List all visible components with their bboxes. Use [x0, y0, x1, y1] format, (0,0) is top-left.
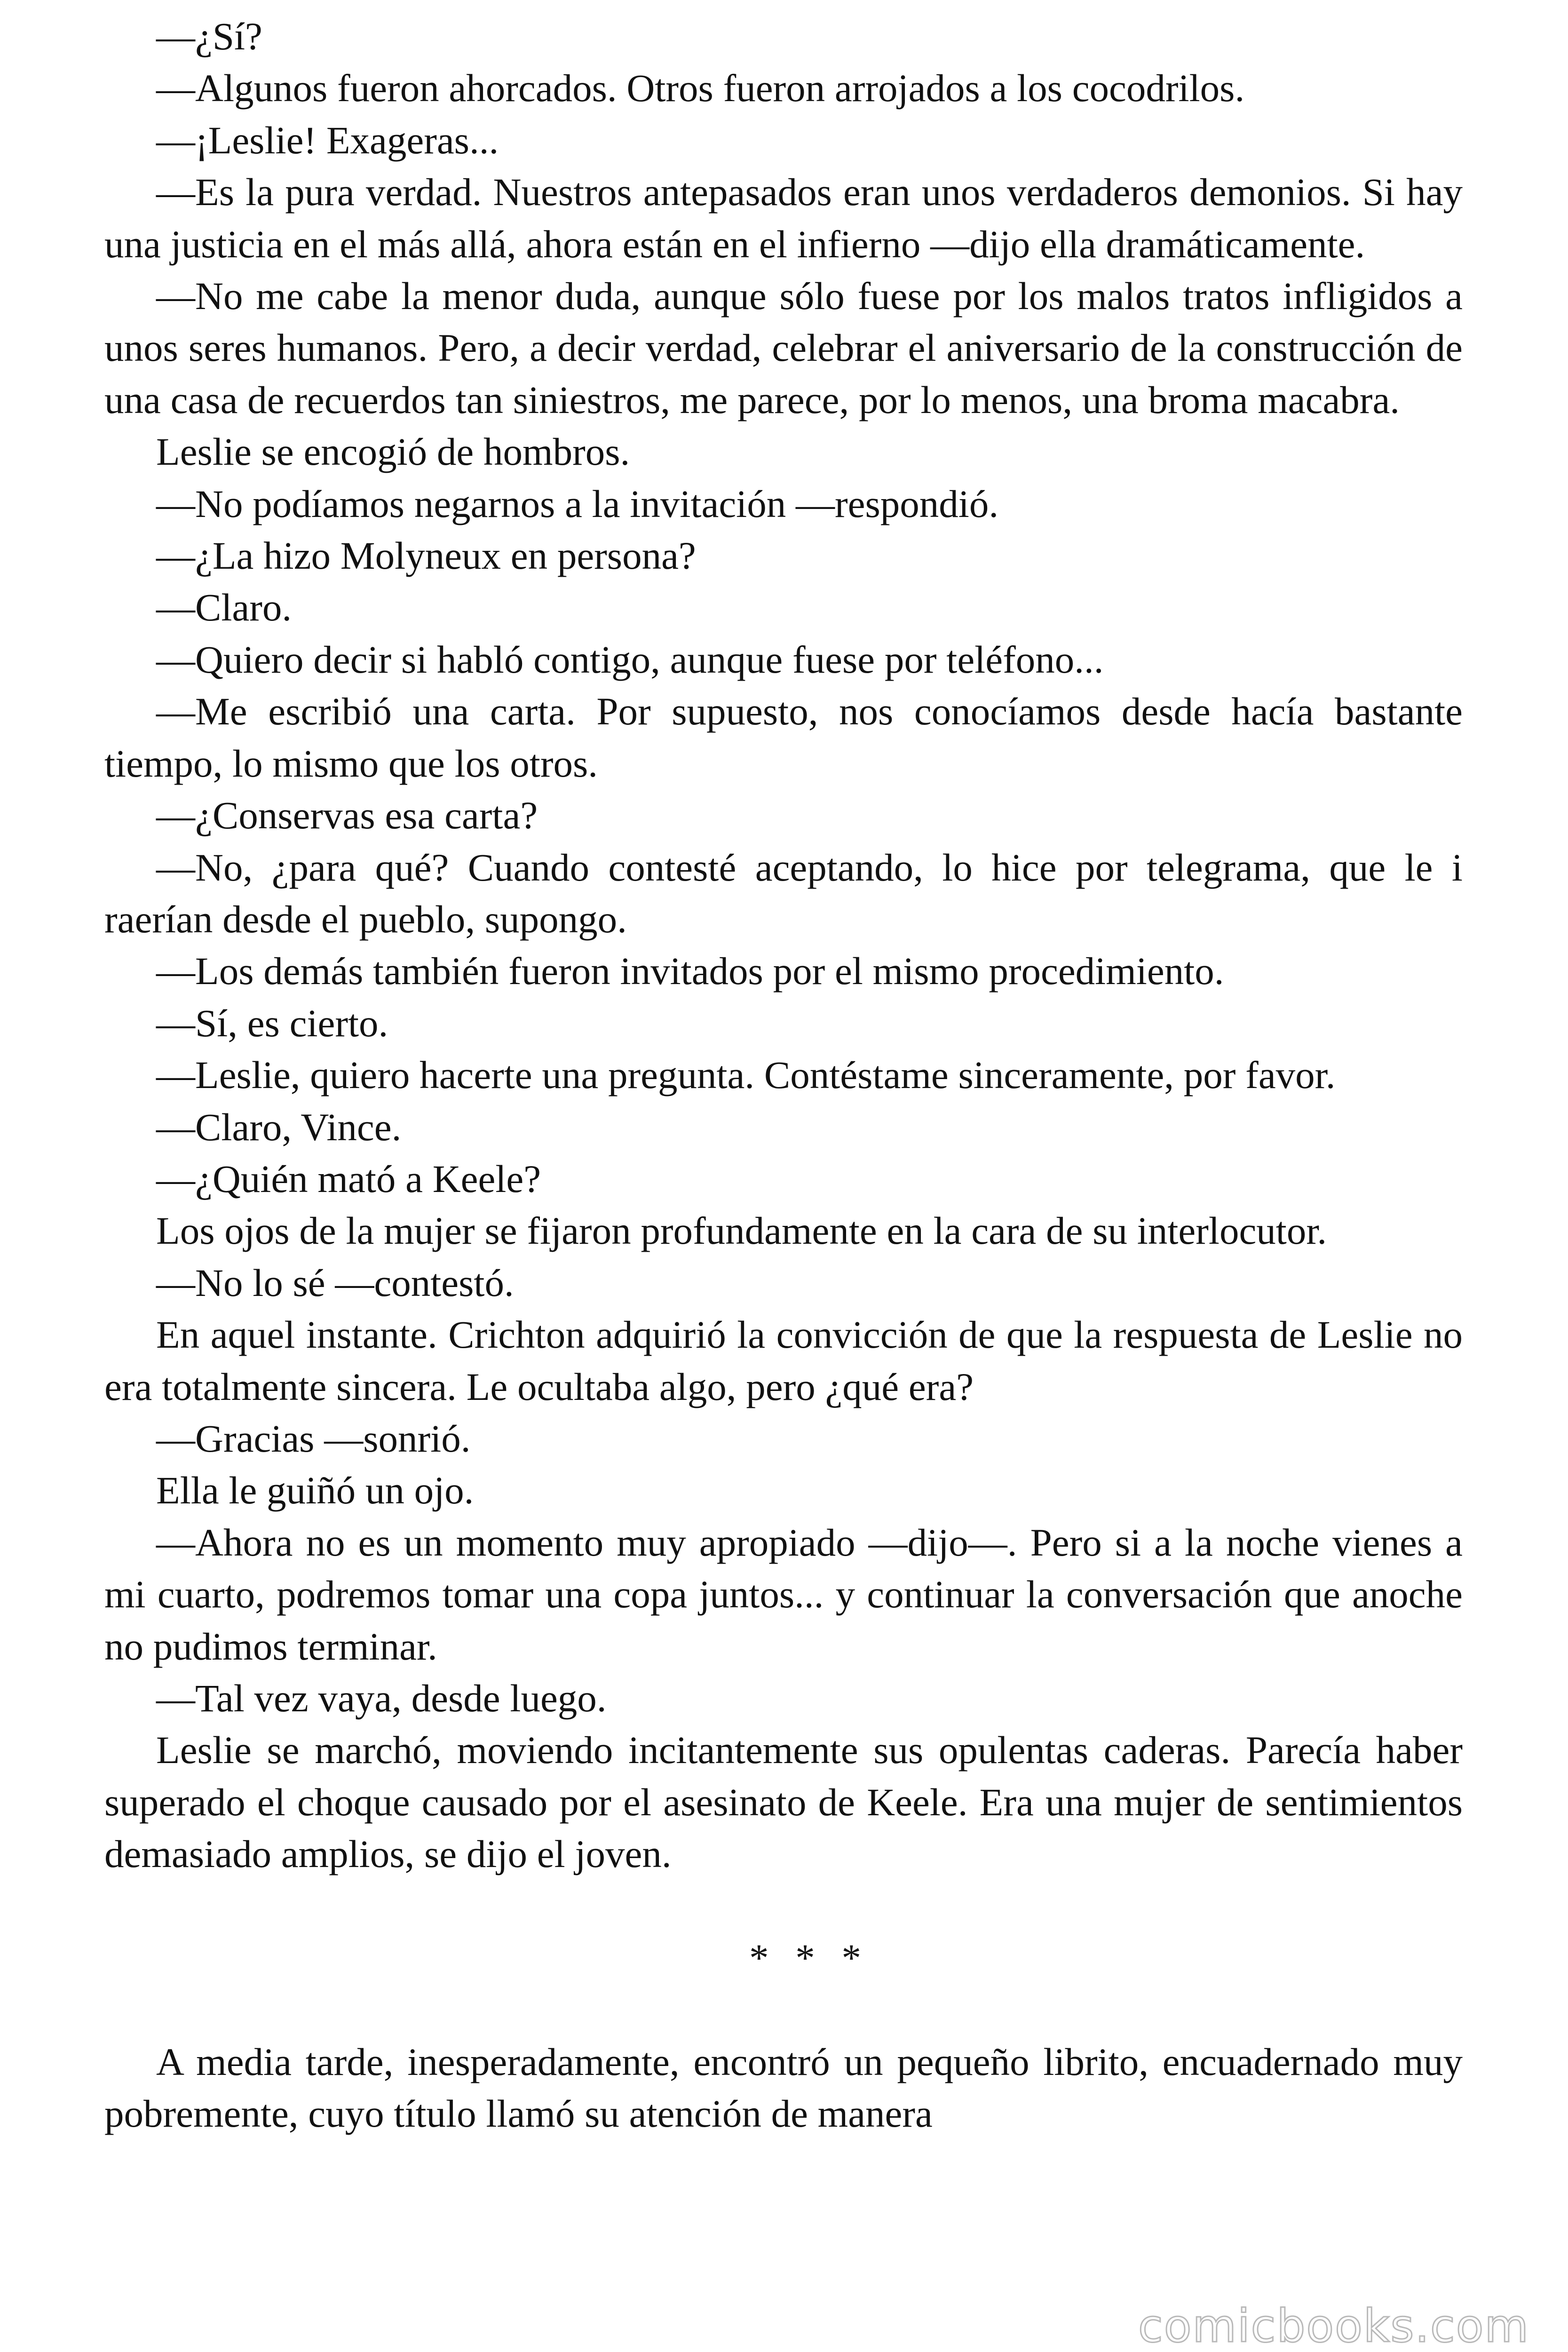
- paragraph: —Es la pura verdad. Nuestros antepasados eran unos verdaderos demonios. Si hay una justicia en el más allá, ahora están en el infierno —dijo ella dramáticamente.: [104, 170, 1463, 266]
- book-page: [104, 10, 1463, 2139]
- paragraph: Ella le guiñó un ojo.: [156, 1469, 474, 1512]
- paragraph: —Tal vez vaya, desde luego.: [156, 1677, 607, 1720]
- paragraph: —No me cabe la menor duda, aunque sólo fuese por los malos tratos infligidos a unos seres humanos. Pero, a decir verdad, celebrar el aniversario de la construcción de una casa de recuerdos tan siniestros, me parece, por lo menos, una broma macabra.: [104, 274, 1463, 421]
- paragraph: —No, ¿para qué? Cuando contesté aceptando, lo hice por telegrama, que le i raerían desde el pueblo, supongo.: [104, 845, 1463, 941]
- paragraph: Leslie se marchó, moviendo incitantemente sus opulentas caderas. Parecía haber superado el choque causado por el asesinato de Keele. Era una mujer de sentimientos demasiado amplios, se dijo el joven.: [104, 1728, 1463, 1876]
- paragraph: —Quiero decir si habló contigo, aunque fuese por teléfono...: [156, 637, 1104, 681]
- paragraph: —No lo sé —contestó.: [156, 1261, 514, 1304]
- paragraph: En aquel instante. Crichton adquirió la convicción de que la respuesta de Leslie no era totalmente sincera. Le ocultaba algo, pero ¿qué era?: [104, 1313, 1463, 1408]
- paragraph: —No podíamos negarnos a la invitación —respondió.: [156, 482, 999, 525]
- paragraph: —¡Leslie! Exageras...: [156, 118, 499, 162]
- paragraph: Leslie se encogió de hombros.: [156, 430, 630, 474]
- section-break: * * *: [749, 1936, 870, 1979]
- watermark-logo: comicbooks.com: [1138, 2300, 1529, 2352]
- paragraphs-after-break: [104, 2036, 1463, 2140]
- paragraph: —Leslie, quiero hacerte una pregunta. Contéstame sinceramente, por favor.: [156, 1053, 1336, 1097]
- paragraph: —Me escribió una carta. Por supuesto, nos conocíamos desde hacía bastante tiempo, lo mismo que los otros.: [104, 690, 1463, 785]
- paragraph: A media tarde, inesperadamente, encontró un pequeño librito, encuadernado muy pobremente, cuyo título llamó su atención de manera: [104, 2040, 1463, 2136]
- paragraph: —Algunos fueron ahorcados. Otros fueron arrojados a los cocodrilos.: [156, 66, 1245, 110]
- paragraph: —¿Sí?: [156, 15, 262, 58]
- paragraph: —Los demás también fueron invitados por el mismo procedimiento.: [156, 949, 1224, 993]
- paragraph: Los ojos de la mujer se fijaron profundamente en la cara de su interlocutor.: [156, 1209, 1327, 1253]
- paragraph: —¿Quién mató a Keele?: [156, 1157, 541, 1200]
- paragraph: —Sí, es cierto.: [156, 1001, 388, 1045]
- paragraph: —Claro, Vince.: [156, 1105, 402, 1149]
- paragraphs-before-break: [104, 10, 1463, 1880]
- paragraph: —Claro.: [156, 586, 292, 629]
- paragraph: —Gracias —sonrió.: [156, 1416, 471, 1460]
- paragraph: —¿Conservas esa carta?: [156, 794, 538, 837]
- paragraph: —Ahora no es un momento muy apropiado —dijo—. Pero si a la noche vienes a mi cuarto, podremos tomar una copa juntos... y continuar la conversación que anoche no pudimos terminar.: [104, 1520, 1463, 1668]
- paragraph: —¿La hizo Molyneux en persona?: [156, 534, 696, 578]
